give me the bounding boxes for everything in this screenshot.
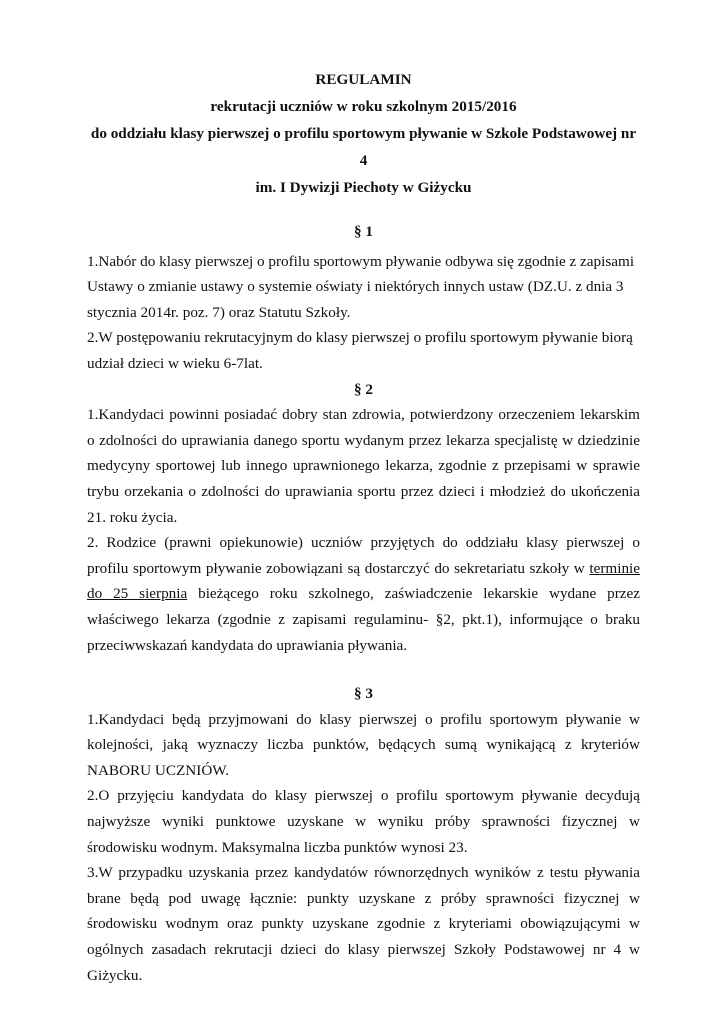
title-line-regulamin: REGULAMIN bbox=[315, 71, 412, 88]
document-title bbox=[87, 66, 640, 201]
section-1-heading: § 1 bbox=[354, 223, 373, 240]
title-line-class: do oddziału klasy pierwszej o profilu sportowym pływanie w Szkole Podstawowej nr 4 bbox=[90, 125, 637, 169]
section-1-paragraph-1: 1.Nabór do klasy pierwszej o profilu sportowym pływanie odbywa się zgodnie z zapisami Ustawy o zmianie ustawy o systemie oświaty i niektórych innych ustaw (DZ.U. z dnia 3 stycznia 2014r. poz. 7) oraz Statutu Szkoły. bbox=[87, 252, 635, 321]
section-2-paragraph-2 bbox=[87, 530, 640, 658]
deadline-underlined: terminie do 25 sierpnia bbox=[87, 559, 640, 603]
section-3-heading: § 3 bbox=[354, 685, 373, 703]
section-3-paragraph-1: 1.Kandydaci będą przyjmowani do klasy pierwszej o profilu sportowym pływanie w kolejności, jaką wyznaczy liczba punktów, będących sumą wynikającą z kryteriów NABORU UCZNIÓW. bbox=[87, 710, 640, 779]
section-2-paragraph-1: 1.Kandydaci powinni posiadać dobry stan zdrowia, potwierdzony orzeczeniem lekarskim o zdolności do uprawiania danego sportu wydanym przez lekarza specjalistę w dziedzinie medycyny sportowej lub innego uprawnionego lekarza, zgodnie z przepisami w sprawie trybu orzekania o zdolności do uprawiania sportu przez dzieci i młodzież do ukończenia 21. roku życia. bbox=[87, 406, 640, 526]
document-page bbox=[87, 66, 640, 988]
section-2-paragraph-2-end: bieżącego roku szkolnego, zaświadczenie lekarskie wydane przez właściwego lekarza (zgodnie z zapisami regulaminu- §2, pkt.1), informujące o braku przeciwwskazań kandydata do uprawiania pływania. bbox=[87, 585, 640, 654]
section-3-paragraph-3: 3.W przypadku uzyskania przez kandydatów równorzędnych wyników z testu pływania brane będą pod uwagę łącznie: punkty uzyskane z próby sprawności fizycznej w środowisku wodnym oraz punkty uzyskane zgodnie z kryteriami obowiązującymi w ogólnych zasadach rekrutacji dzieci do klasy pierwszej Szkoły Podstawowej nr 4 w Giżycku. bbox=[87, 864, 640, 984]
section-1-paragraph-2: 2.W postępowaniu rekrutacyjnym do klasy pierwszej o profilu sportowym pływanie biorą udział dzieci w wieku 6-7lat. bbox=[87, 329, 633, 372]
section-2-heading: § 2 bbox=[354, 380, 373, 398]
section-3-paragraph-2: 2.O przyjęciu kandydata do klasy pierwszej o profilu sportowym pływanie decydują najwyższe wyniki punktowe uzyskane w wyniku próby sprawności fizycznej w środowisku wodnym. Maksymalna liczba punktów wynosi 23. bbox=[87, 787, 640, 856]
title-line-school: im. I Dywizji Piechoty w Giżycku bbox=[255, 179, 472, 196]
section-2-paragraph-2-start: 2. Rodzice (prawni opiekunowie) uczniów przyjętych do oddziału klasy pierwszej o profilu sportowym pływanie zobowiązani są dostarczyć do sekretariatu szkoły w bbox=[87, 534, 640, 577]
title-line-recruitment: rekrutacji uczniów w roku szkolnym 2015/2016 bbox=[210, 98, 517, 115]
